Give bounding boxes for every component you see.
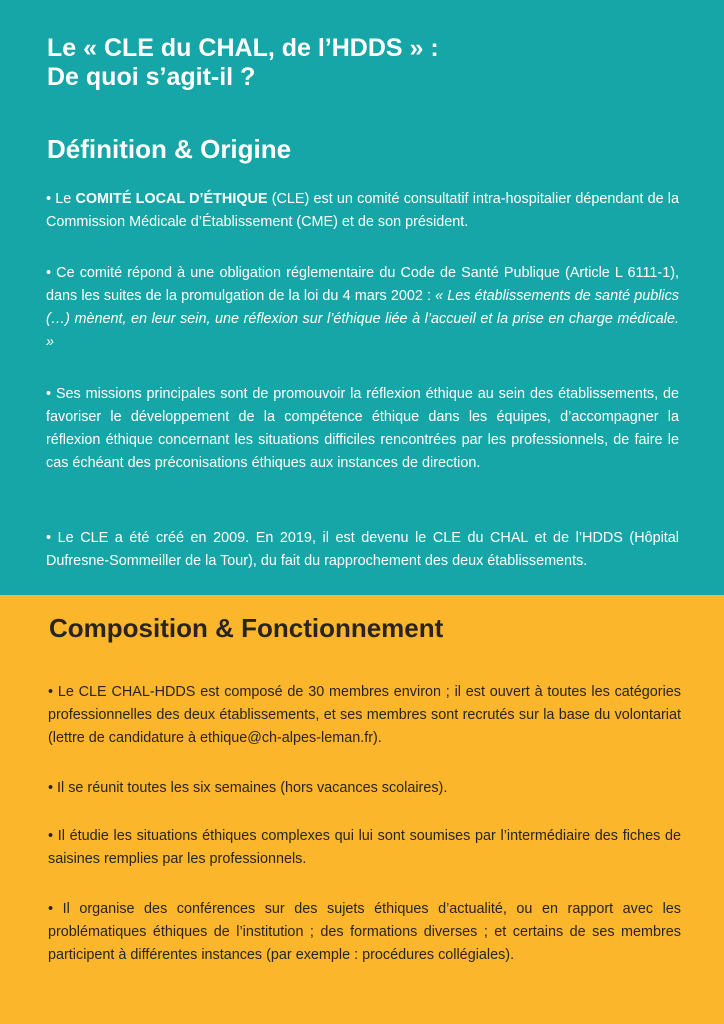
definition-paragraph-4: • Le CLE a été créé en 2009. En 2019, il est devenu le CLE du CHAL et de l’HDDS (Hôpital Dufresne-Sommeiller de la Tour), du fait du rapprochement des deux établissements. [46,530,679,569]
composition-section [0,595,724,1024]
p2-text: • Ce comité répond à une obligation réglementaire du Code de Santé Publique (Article L 6111-1), dans les suites de la promulgation de la loi du 4 mars 2002 : [46,265,679,304]
p1-strong: COMITÉ LOCAL D’ÉTHIQUE [75,191,268,207]
composition-paragraph-1: • Le CLE CHAL-HDDS est composé de 30 membres environ ; il est ouvert à toutes les catégories professionnelles des deux établissements, et ses membres sont recrutés sur la base du volontariat (lettre de candidature à ethique@ch-alpes-leman.fr). [48,684,681,746]
definition-paragraph-3: • Ses missions principales sont de promouvoir la réflexion éthique au sein des établissements, de favoriser le développement de la compétence éthique dans les équipes, d’accompagner la réflexion éthique concernant les situations difficiles rencontrées par les professionnels, de faire le cas échéant des préconisations éthiques aux instances de direction. [46,386,679,471]
title-line-1: Le « CLE du CHAL, de l’HDDS » : [47,34,439,62]
p1-bullet: • Le [46,191,76,207]
composition-paragraph-2: • Il se réunit toutes les six semaines (hors vacances scolaires). [48,780,448,796]
p1-rest: (CLE) est un comité consultatif intra-hospitalier dépendant de la Commission Médicale d’Établissement (CME) et de son président. [46,191,679,230]
composition-paragraph-3: • Il étudie les situations éthiques complexes qui lui sont soumises par l’intermédiaire des fiches de saisines remplies par les professionnels. [48,828,681,867]
definition-heading: Définition & Origine [47,134,292,164]
title-line-2: De quoi s’agit-il ? [47,63,256,91]
p2-quote: « Les établissements de santé publics (…) mènent, en leur sein, une réflexion sur l’éthique liée à l’accueil et la prise en charge médicale. » [46,288,680,350]
page-title [47,34,687,92]
composition-heading: Composition & Fonctionnement [49,613,444,643]
definition-paragraph-2 [46,262,679,354]
definition-paragraph-1 [46,188,679,234]
composition-paragraph-4: • Il organise des conférences sur des sujets éthiques d’actualité, ou en rapport avec les problématiques éthiques de l’institution ; des formations diverses ; et certains de ses membres participent à différentes instances (par exemple : procédures collégiales). [48,901,681,963]
